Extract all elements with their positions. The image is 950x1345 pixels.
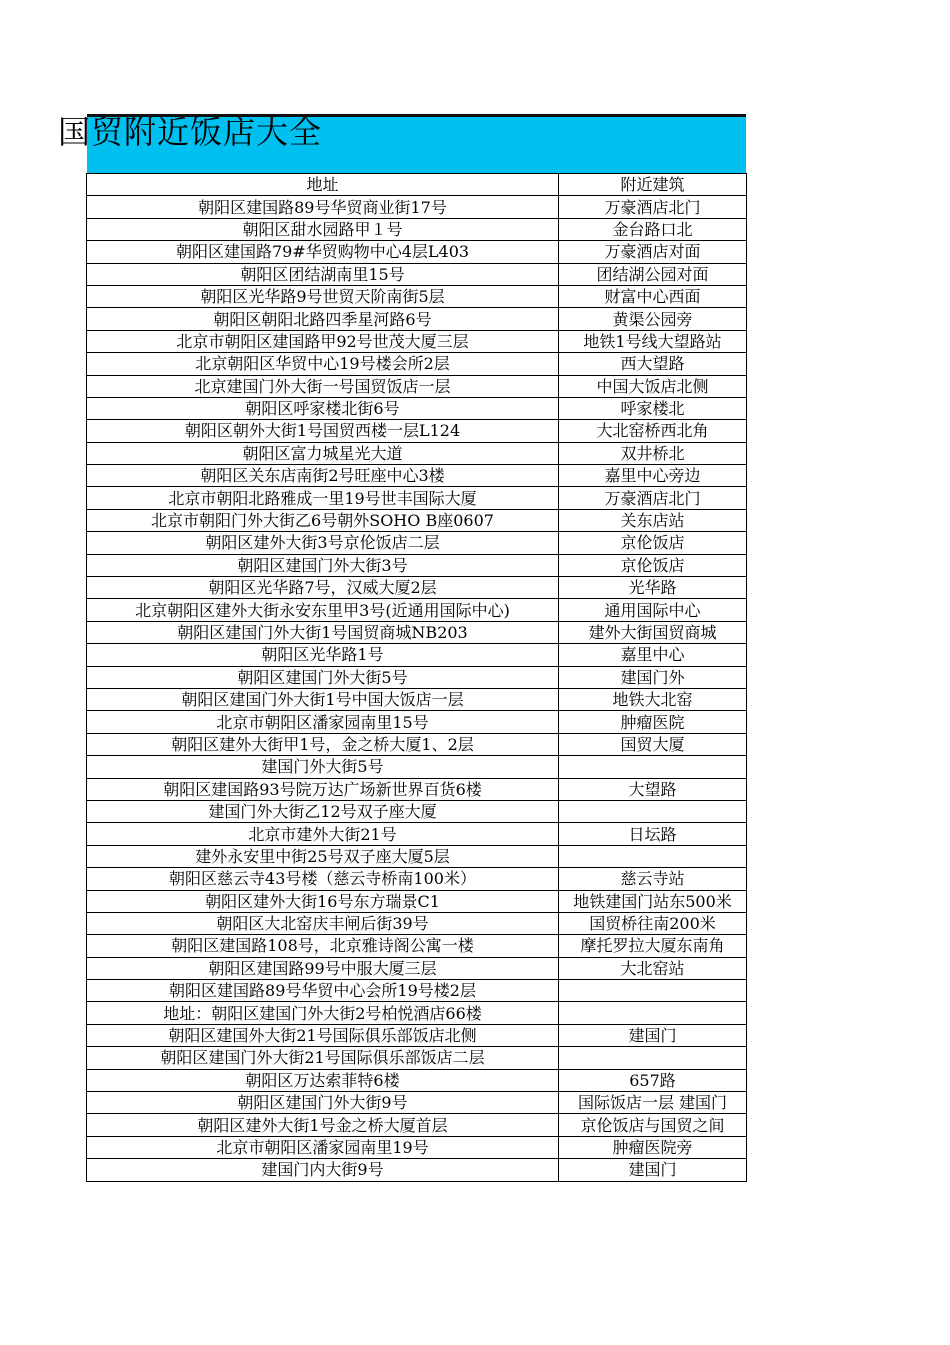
table-row [87, 532, 747, 554]
cell-nearby: 地铁大北窑 [559, 688, 747, 710]
table-row [87, 285, 747, 307]
table-row [87, 509, 747, 531]
table-row [87, 330, 747, 352]
cell-address: 朝阳区建国路93号院万达广场新世界百货6楼 [87, 778, 559, 800]
cell-address: 北京市朝阳区建国路甲92号世茂大厦三层 [87, 330, 559, 352]
cell-nearby: 双井桥北 [559, 442, 747, 464]
cell-nearby: 万豪酒店北门 [559, 196, 747, 218]
table-row [87, 1002, 747, 1024]
table-row [87, 957, 747, 979]
cell-nearby: 通用国际中心 [559, 599, 747, 621]
cell-nearby: 肿瘤医院 [559, 711, 747, 733]
cell-nearby: 大北窑站 [559, 957, 747, 979]
cell-nearby: 建外大街国贸商城 [559, 621, 747, 643]
cell-nearby: 地铁建国门站东500米 [559, 890, 747, 912]
table-row [87, 465, 747, 487]
table-row [87, 241, 747, 263]
cell-address: 朝阳区建外大街16号东方瑞景C1 [87, 890, 559, 912]
cell-nearby: 中国大饭店北侧 [559, 375, 747, 397]
cell-address: 朝阳区甜水园路甲１号 [87, 218, 559, 240]
table-row [87, 1114, 747, 1136]
cell-nearby: 黄渠公园旁 [559, 308, 747, 330]
cell-address: 朝阳区建国路89号华贸中心会所19号楼2层 [87, 980, 559, 1002]
cell-address: 朝阳区建国路108号，北京雅诗阁公寓一楼 [87, 935, 559, 957]
table-row [87, 1024, 747, 1046]
cell-address: 朝阳区朝外大街1号国贸西楼一层L124 [87, 420, 559, 442]
table-row [87, 263, 747, 285]
cell-address: 朝阳区光华路9号世贸天阶南街5层 [87, 285, 559, 307]
cell-address: 朝阳区光华路7号，汉威大厦2层 [87, 577, 559, 599]
cell-nearby: 建国门外 [559, 666, 747, 688]
cell-address: 朝阳区建国路89号华贸商业街17号 [87, 196, 559, 218]
cell-nearby [559, 980, 747, 1002]
table-row [87, 733, 747, 755]
table-row [87, 442, 747, 464]
table-body [87, 196, 747, 1181]
cell-nearby: 万豪酒店对面 [559, 241, 747, 263]
restaurant-table [86, 173, 747, 1182]
cell-nearby [559, 1047, 747, 1069]
cell-address: 朝阳区建外大街3号京伦饭店二层 [87, 532, 559, 554]
cell-address: 北京建国门外大街一号国贸饭店一层 [87, 375, 559, 397]
cell-address: 朝阳区建外大街甲1号，金之桥大厦1、2层 [87, 733, 559, 755]
table-row [87, 868, 747, 890]
cell-nearby: 大北窑桥西北角 [559, 420, 747, 442]
table-row [87, 845, 747, 867]
table-row [87, 599, 747, 621]
cell-address: 朝阳区富力城星光大道 [87, 442, 559, 464]
cell-address: 朝阳区建国门外大街3号 [87, 554, 559, 576]
cell-address: 朝阳区团结湖南里15号 [87, 263, 559, 285]
cell-nearby [559, 800, 747, 822]
cell-nearby: 财富中心西面 [559, 285, 747, 307]
table-row [87, 1047, 747, 1069]
cell-nearby: 肿瘤医院旁 [559, 1136, 747, 1158]
table-row [87, 912, 747, 934]
cell-address: 北京市朝阳北路雅成一里19号世丰国际大厦 [87, 487, 559, 509]
cell-address: 朝阳区呼家楼北街6号 [87, 397, 559, 419]
cell-nearby: 国贸大厦 [559, 733, 747, 755]
cell-address: 朝阳区朝阳北路四季星河路6号 [87, 308, 559, 330]
cell-nearby: 呼家楼北 [559, 397, 747, 419]
cell-nearby: 657路 [559, 1069, 747, 1091]
table-row [87, 778, 747, 800]
table-row [87, 823, 747, 845]
table-row [87, 218, 747, 240]
table-row [87, 621, 747, 643]
table-row [87, 353, 747, 375]
cell-address: 朝阳区建国门外大街9号 [87, 1092, 559, 1114]
cell-address: 朝阳区建国路79#华贸购物中心4层L403 [87, 241, 559, 263]
cell-nearby: 西大望路 [559, 353, 747, 375]
cell-nearby: 国贸桥往南200米 [559, 912, 747, 934]
cell-nearby [559, 845, 747, 867]
table-row [87, 577, 747, 599]
table-row [87, 1069, 747, 1091]
page-title: 国贸附近饭店大全 [58, 113, 323, 151]
cell-address: 地址：朝阳区建国门外大街2号柏悦酒店66楼 [87, 1002, 559, 1024]
cell-nearby: 光华路 [559, 577, 747, 599]
table-row [87, 800, 747, 822]
header-nearby: 附近建筑 [559, 174, 747, 196]
cell-address: 朝阳区万达索菲特6楼 [87, 1069, 559, 1091]
table-row [87, 688, 747, 710]
table-row [87, 666, 747, 688]
cell-nearby [559, 756, 747, 778]
cell-address: 朝阳区建国路99号中服大厦三层 [87, 957, 559, 979]
cell-address: 朝阳区建国门外大街5号 [87, 666, 559, 688]
cell-nearby [559, 1002, 747, 1024]
cell-address: 朝阳区建国门外大街21号国际俱乐部饭店二层 [87, 1047, 559, 1069]
cell-nearby: 国际饭店一层 建国门 [559, 1092, 747, 1114]
cell-address: 北京朝阳区建外大街永安东里甲3号(近通用国际中心) [87, 599, 559, 621]
cell-address: 北京朝阳区华贸中心19号楼会所2层 [87, 353, 559, 375]
cell-address: 朝阳区慈云寺43号楼（慈云寺桥南100米） [87, 868, 559, 890]
cell-address: 北京市朝阳门外大街乙6号朝外SOHO B座0607 [87, 509, 559, 531]
table-row [87, 420, 747, 442]
cell-nearby: 京伦饭店 [559, 554, 747, 576]
table-row [87, 554, 747, 576]
cell-address: 朝阳区关东店南街2号旺座中心3楼 [87, 465, 559, 487]
table-header-row [87, 174, 747, 196]
cell-nearby: 建国门 [559, 1024, 747, 1046]
cell-address: 朝阳区建国外大街21号国际俱乐部饭店北侧 [87, 1024, 559, 1046]
cell-nearby: 万豪酒店北门 [559, 487, 747, 509]
cell-address: 北京市朝阳区潘家园南里15号 [87, 711, 559, 733]
table-row [87, 756, 747, 778]
cell-nearby: 京伦饭店与国贸之间 [559, 1114, 747, 1136]
cell-nearby: 建国门 [559, 1159, 747, 1181]
cell-address: 朝阳区建外大街1号金之桥大厦首层 [87, 1114, 559, 1136]
table-row [87, 935, 747, 957]
cell-address: 建国门外大街乙12号双子座大厦 [87, 800, 559, 822]
table-row [87, 1136, 747, 1158]
cell-nearby: 慈云寺站 [559, 868, 747, 890]
cell-nearby: 关东店站 [559, 509, 747, 531]
cell-address: 北京市朝阳区潘家园南里19号 [87, 1136, 559, 1158]
table-row [87, 1092, 747, 1114]
cell-address: 朝阳区光华路1号 [87, 644, 559, 666]
cell-nearby: 大望路 [559, 778, 747, 800]
table-row [87, 196, 747, 218]
cell-address: 朝阳区建国门外大街1号国贸商城NB203 [87, 621, 559, 643]
cell-nearby: 团结湖公园对面 [559, 263, 747, 285]
cell-address: 朝阳区建国门外大街1号中国大饭店一层 [87, 688, 559, 710]
cell-address: 建外永安里中街25号双子座大厦5层 [87, 845, 559, 867]
table-row [87, 375, 747, 397]
table-row [87, 1159, 747, 1181]
table-row [87, 644, 747, 666]
cell-address: 北京市建外大街21号 [87, 823, 559, 845]
table-row [87, 980, 747, 1002]
cell-nearby: 京伦饭店 [559, 532, 747, 554]
table-row [87, 711, 747, 733]
cell-nearby: 嘉里中心 [559, 644, 747, 666]
cell-nearby: 金台路口北 [559, 218, 747, 240]
cell-address: 建国门内大街9号 [87, 1159, 559, 1181]
cell-nearby: 地铁1号线大望路站 [559, 330, 747, 352]
cell-nearby: 嘉里中心旁边 [559, 465, 747, 487]
cell-address: 朝阳区大北窑庆丰闸后街39号 [87, 912, 559, 934]
table-row [87, 308, 747, 330]
table-row [87, 397, 747, 419]
table-row [87, 890, 747, 912]
table-row [87, 487, 747, 509]
header-address: 地址 [87, 174, 559, 196]
cell-nearby: 摩托罗拉大厦东南角 [559, 935, 747, 957]
cell-nearby: 日坛路 [559, 823, 747, 845]
cell-address: 建国门外大街5号 [87, 756, 559, 778]
